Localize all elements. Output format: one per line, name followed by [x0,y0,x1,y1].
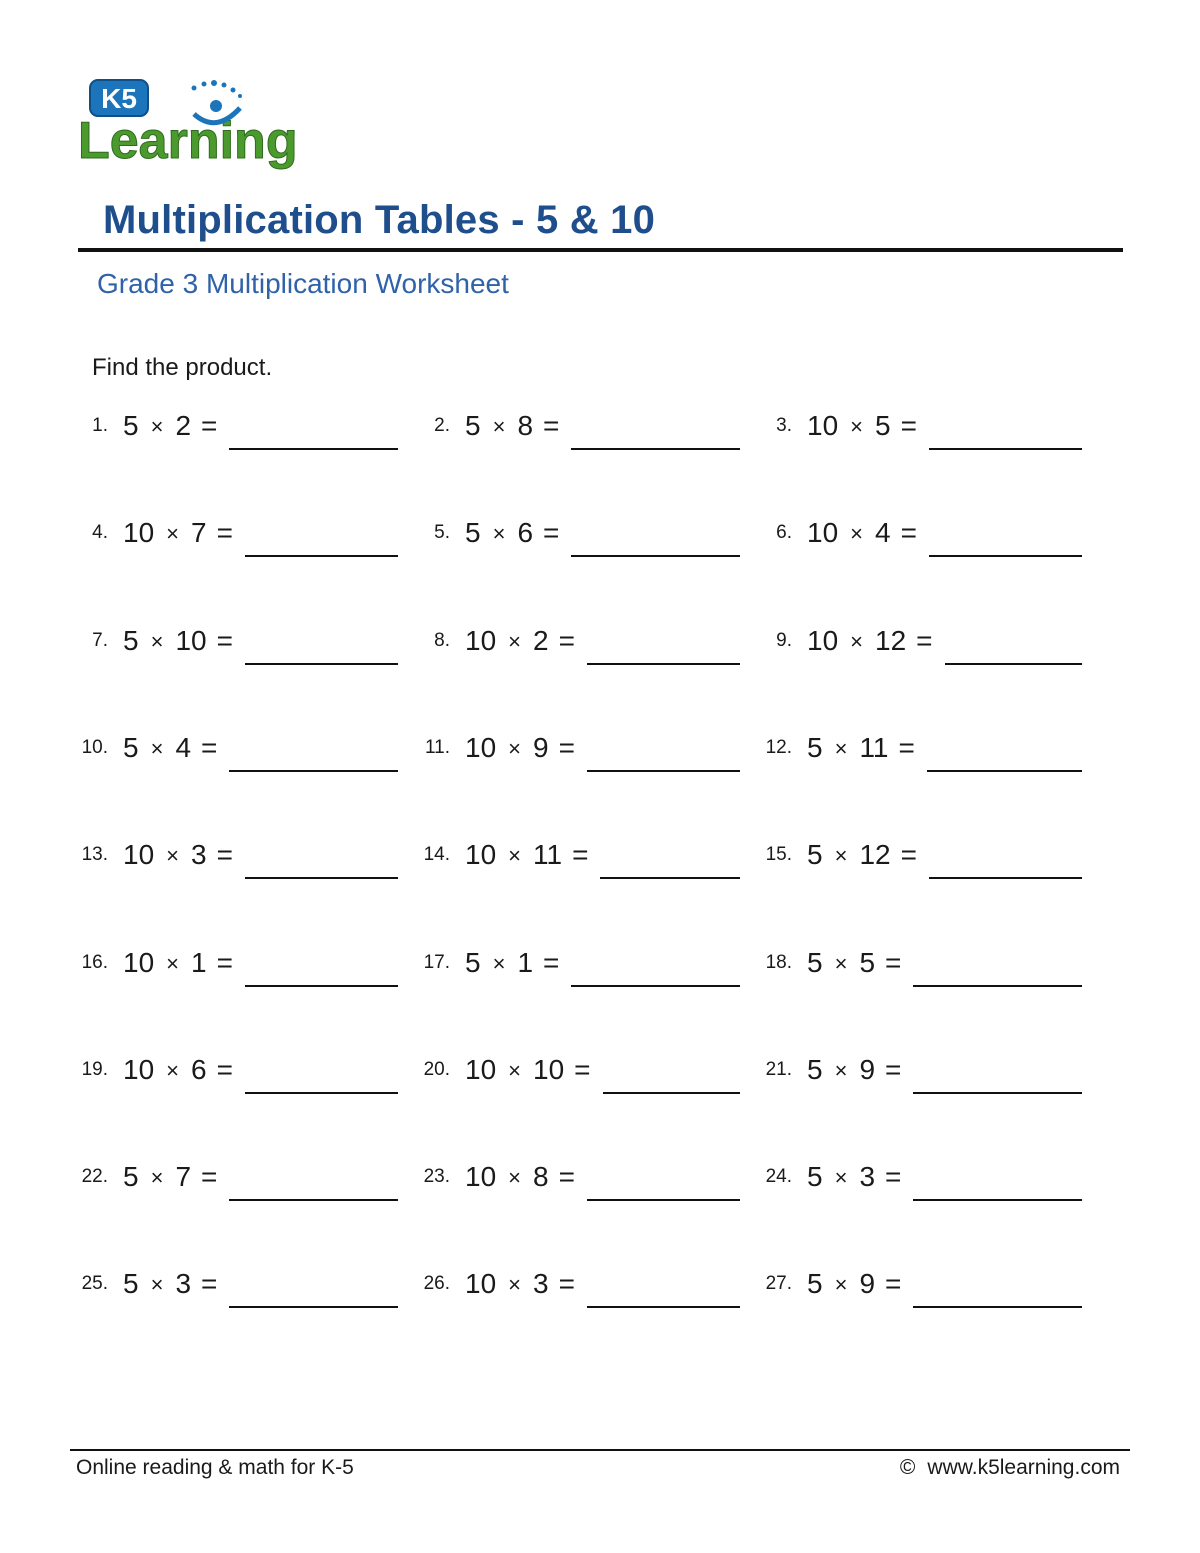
factor-b: 8 [517,410,534,441]
equals-sign: = [885,1161,902,1192]
factor-a: 10 [123,947,155,978]
problem-number: 13. [81,844,108,865]
answer-blank[interactable] [929,853,1082,879]
times-sign: × [492,414,506,439]
problem-number: 15. [765,844,792,865]
answer-blank[interactable] [571,531,740,557]
logo-word-text: Learning [78,112,298,170]
problem-expression [807,732,925,764]
problem-expression [465,839,598,871]
factor-b: 6 [191,1054,207,1085]
problem-number: 3. [776,415,792,436]
problem-item [752,517,1082,557]
problem-number: 14. [423,844,450,865]
problem-expression [465,517,569,549]
factor-b: 11 [859,732,889,763]
answer-blank[interactable] [229,1175,398,1201]
problem-expression [123,625,243,657]
problem-number: 4. [92,522,108,543]
footer-url: www.k5learning.com [927,1456,1120,1479]
problem-item [752,839,1082,879]
equals-sign: = [216,947,233,978]
factor-a: 5 [465,947,481,978]
times-sign: × [150,414,164,439]
times-sign: × [150,1272,164,1297]
problem-number: 1. [92,415,108,436]
answer-blank[interactable] [587,746,740,772]
problem-item [68,839,398,879]
factor-b: 3 [859,1161,876,1192]
factor-b: 7 [175,1161,192,1192]
equals-sign: = [216,839,233,870]
copyright-icon: © [899,1456,916,1479]
problem-expression [123,1268,227,1300]
times-sign: × [508,843,522,868]
problem-number: 5. [434,522,450,543]
answer-blank[interactable] [929,531,1082,557]
problem-expression [123,1161,227,1193]
times-sign: × [508,1272,522,1297]
times-sign: × [150,629,164,654]
problem-item [68,1268,398,1308]
factor-b: 9 [859,1268,876,1299]
times-sign: × [166,951,180,976]
problem-item [68,947,398,987]
problem-expression [465,947,569,979]
factor-a: 10 [123,1054,155,1085]
equals-sign: = [898,732,915,763]
problem-expression [465,410,569,442]
problem-item [752,410,1082,450]
problem-item [410,839,740,879]
times-sign: × [834,951,848,976]
factor-b: 8 [533,1161,549,1192]
footer-tagline: Online reading & math for K-5 [76,1456,354,1479]
problem-expression [123,947,243,979]
equals-sign: = [543,410,560,441]
answer-blank[interactable] [245,639,398,665]
answer-blank[interactable] [245,853,398,879]
problem-item [410,732,740,772]
problem-number: 25. [81,1273,108,1294]
answer-blank[interactable] [587,1175,740,1201]
answer-blank[interactable] [229,424,398,450]
problem-item [410,1268,740,1308]
factor-b: 6 [517,517,534,548]
problem-item [410,625,740,665]
factor-b: 10 [533,1054,565,1085]
times-sign: × [834,1165,848,1190]
problem-item [410,410,740,450]
answer-blank[interactable] [603,1068,740,1094]
problem-item [752,1268,1082,1308]
problem-expression [465,625,585,657]
factor-b: 9 [533,732,549,763]
problem-number: 2. [434,415,450,436]
factor-b: 3 [191,839,207,870]
problem-expression [123,410,227,442]
problem-number: 17. [423,952,450,973]
problem-item [752,1054,1082,1094]
times-sign: × [492,521,506,546]
problem-item [68,1054,398,1094]
answer-blank[interactable] [587,639,740,665]
factor-b: 1 [517,947,534,978]
problem-expression [807,517,927,549]
problem-expression [807,1161,911,1193]
equals-sign: = [558,1268,575,1299]
answer-blank[interactable] [245,961,398,987]
answer-blank[interactable] [571,961,740,987]
instructions: Find the product. [92,354,273,381]
problem-number: 23. [423,1166,450,1187]
factor-a: 10 [807,410,839,441]
factor-a: 5 [465,517,481,548]
problem-expression [807,839,927,871]
answer-blank[interactable] [229,1282,398,1308]
factor-b: 9 [859,1054,876,1085]
factor-a: 10 [123,839,155,870]
factor-a: 5 [123,410,139,441]
factor-a: 10 [465,1268,497,1299]
problem-item [752,1161,1082,1201]
times-sign: × [834,843,848,868]
problem-expression [123,839,243,871]
equals-sign: = [543,517,560,548]
problem-number: 22. [81,1166,108,1187]
problem-expression [123,1054,243,1086]
problem-expression [465,732,585,764]
problem-item [68,625,398,665]
problem-item [68,410,398,450]
problem-number: 6. [776,522,792,543]
problem-item [68,1161,398,1201]
equals-sign: = [916,625,933,656]
times-sign: × [508,736,522,761]
times-sign: × [166,1058,180,1083]
factor-b: 3 [533,1268,549,1299]
answer-blank[interactable] [229,746,398,772]
problem-item [410,947,740,987]
problem-expression [123,732,227,764]
factor-a: 5 [807,947,823,978]
problem-number: 16. [81,952,108,973]
footer-divider [70,1449,1130,1451]
problem-number: 9. [776,630,792,651]
problem-number: 10. [81,737,108,758]
page-title: Multiplication Tables - 5 & 10 [103,198,656,242]
answer-blank[interactable] [571,424,740,450]
equals-sign: = [201,732,218,763]
problem-item [752,625,1082,665]
answer-blank[interactable] [945,639,1082,665]
factor-a: 10 [807,517,839,548]
factor-b: 10 [175,625,207,656]
equals-sign: = [216,625,233,656]
equals-sign: = [572,839,589,870]
answer-blank[interactable] [913,961,1082,987]
problem-expression [807,1054,911,1086]
factor-a: 5 [123,1268,139,1299]
factor-b: 5 [875,410,891,441]
equals-sign: = [574,1054,591,1085]
problem-expression [807,625,943,657]
factor-a: 10 [465,839,497,870]
answer-blank[interactable] [913,1068,1082,1094]
answer-blank[interactable] [600,853,740,879]
factor-b: 12 [859,839,891,870]
times-sign: × [150,736,164,761]
times-sign: × [492,951,506,976]
factor-a: 10 [465,625,497,656]
problem-number: 12. [765,737,792,758]
factor-b: 7 [191,517,207,548]
factor-b: 1 [191,947,207,978]
problem-expression [807,947,911,979]
problem-number: 7. [92,630,108,651]
answer-blank[interactable] [913,1282,1082,1308]
problem-item [410,517,740,557]
factor-a: 10 [465,732,497,763]
factor-a: 5 [123,732,139,763]
factor-b: 12 [875,625,907,656]
equals-sign: = [885,1054,902,1085]
problem-number: 20. [423,1059,450,1080]
factor-a: 5 [807,1054,823,1085]
times-sign: × [150,1165,164,1190]
answer-blank[interactable] [245,531,398,557]
equals-sign: = [558,732,575,763]
problem-item [410,1054,740,1094]
factor-a: 10 [465,1054,497,1085]
factor-b: 2 [175,410,192,441]
problem-number: 11. [424,737,450,758]
equals-sign: = [900,410,917,441]
page-subtitle: Grade 3 Multiplication Worksheet [97,268,509,299]
problem-expression [807,410,927,442]
equals-sign: = [885,947,902,978]
equals-sign: = [201,410,218,441]
answer-blank[interactable] [927,746,1082,772]
problem-item [410,1161,740,1201]
factor-a: 5 [123,625,139,656]
equals-sign: = [900,839,917,870]
factor-a: 5 [123,1161,139,1192]
equals-sign: = [201,1161,218,1192]
times-sign: × [508,1165,522,1190]
logo-badge-text: K5 [101,83,137,114]
factor-a: 10 [465,1161,497,1192]
equals-sign: = [558,625,575,656]
times-sign: × [166,521,180,546]
equals-sign: = [216,517,233,548]
times-sign: × [850,521,864,546]
factor-a: 5 [807,732,823,763]
problem-expression [465,1054,601,1086]
times-sign: × [850,414,864,439]
problem-number: 19. [81,1059,108,1080]
factor-b: 4 [875,517,891,548]
factor-a: 5 [807,1161,823,1192]
answer-blank[interactable] [929,424,1082,450]
times-sign: × [834,1058,848,1083]
problem-expression [123,517,243,549]
factor-a: 5 [807,1268,823,1299]
problem-expression [465,1161,585,1193]
times-sign: × [834,1272,848,1297]
factor-a: 5 [807,839,823,870]
answer-blank[interactable] [913,1175,1082,1201]
equals-sign: = [900,517,917,548]
problem-number: 24. [765,1166,792,1187]
equals-sign: = [201,1268,218,1299]
problem-expression [465,1268,585,1300]
equals-sign: = [885,1268,902,1299]
times-sign: × [508,629,522,654]
footer-website [900,1456,1120,1480]
problem-expression [807,1268,911,1300]
times-sign: × [850,629,864,654]
problem-number: 26. [423,1273,450,1294]
times-sign: × [166,843,180,868]
factor-b: 3 [175,1268,192,1299]
factor-a: 10 [123,517,155,548]
problem-item [68,517,398,557]
equals-sign: = [216,1054,233,1085]
times-sign: × [834,736,848,761]
factor-b: 2 [533,625,549,656]
equals-sign: = [558,1161,575,1192]
times-sign: × [508,1058,522,1083]
problem-item [752,947,1082,987]
problem-number: 8. [434,630,450,651]
factor-a: 10 [807,625,839,656]
problem-number: 21. [765,1059,792,1080]
problem-number: 27. [765,1273,792,1294]
answer-blank[interactable] [245,1068,398,1094]
factor-b: 11 [533,839,563,870]
equals-sign: = [543,947,560,978]
factor-a: 5 [465,410,481,441]
problem-item [68,732,398,772]
factor-b: 4 [175,732,192,763]
problem-item [752,732,1082,772]
answer-blank[interactable] [587,1282,740,1308]
problem-number: 18. [765,952,792,973]
factor-b: 5 [859,947,876,978]
